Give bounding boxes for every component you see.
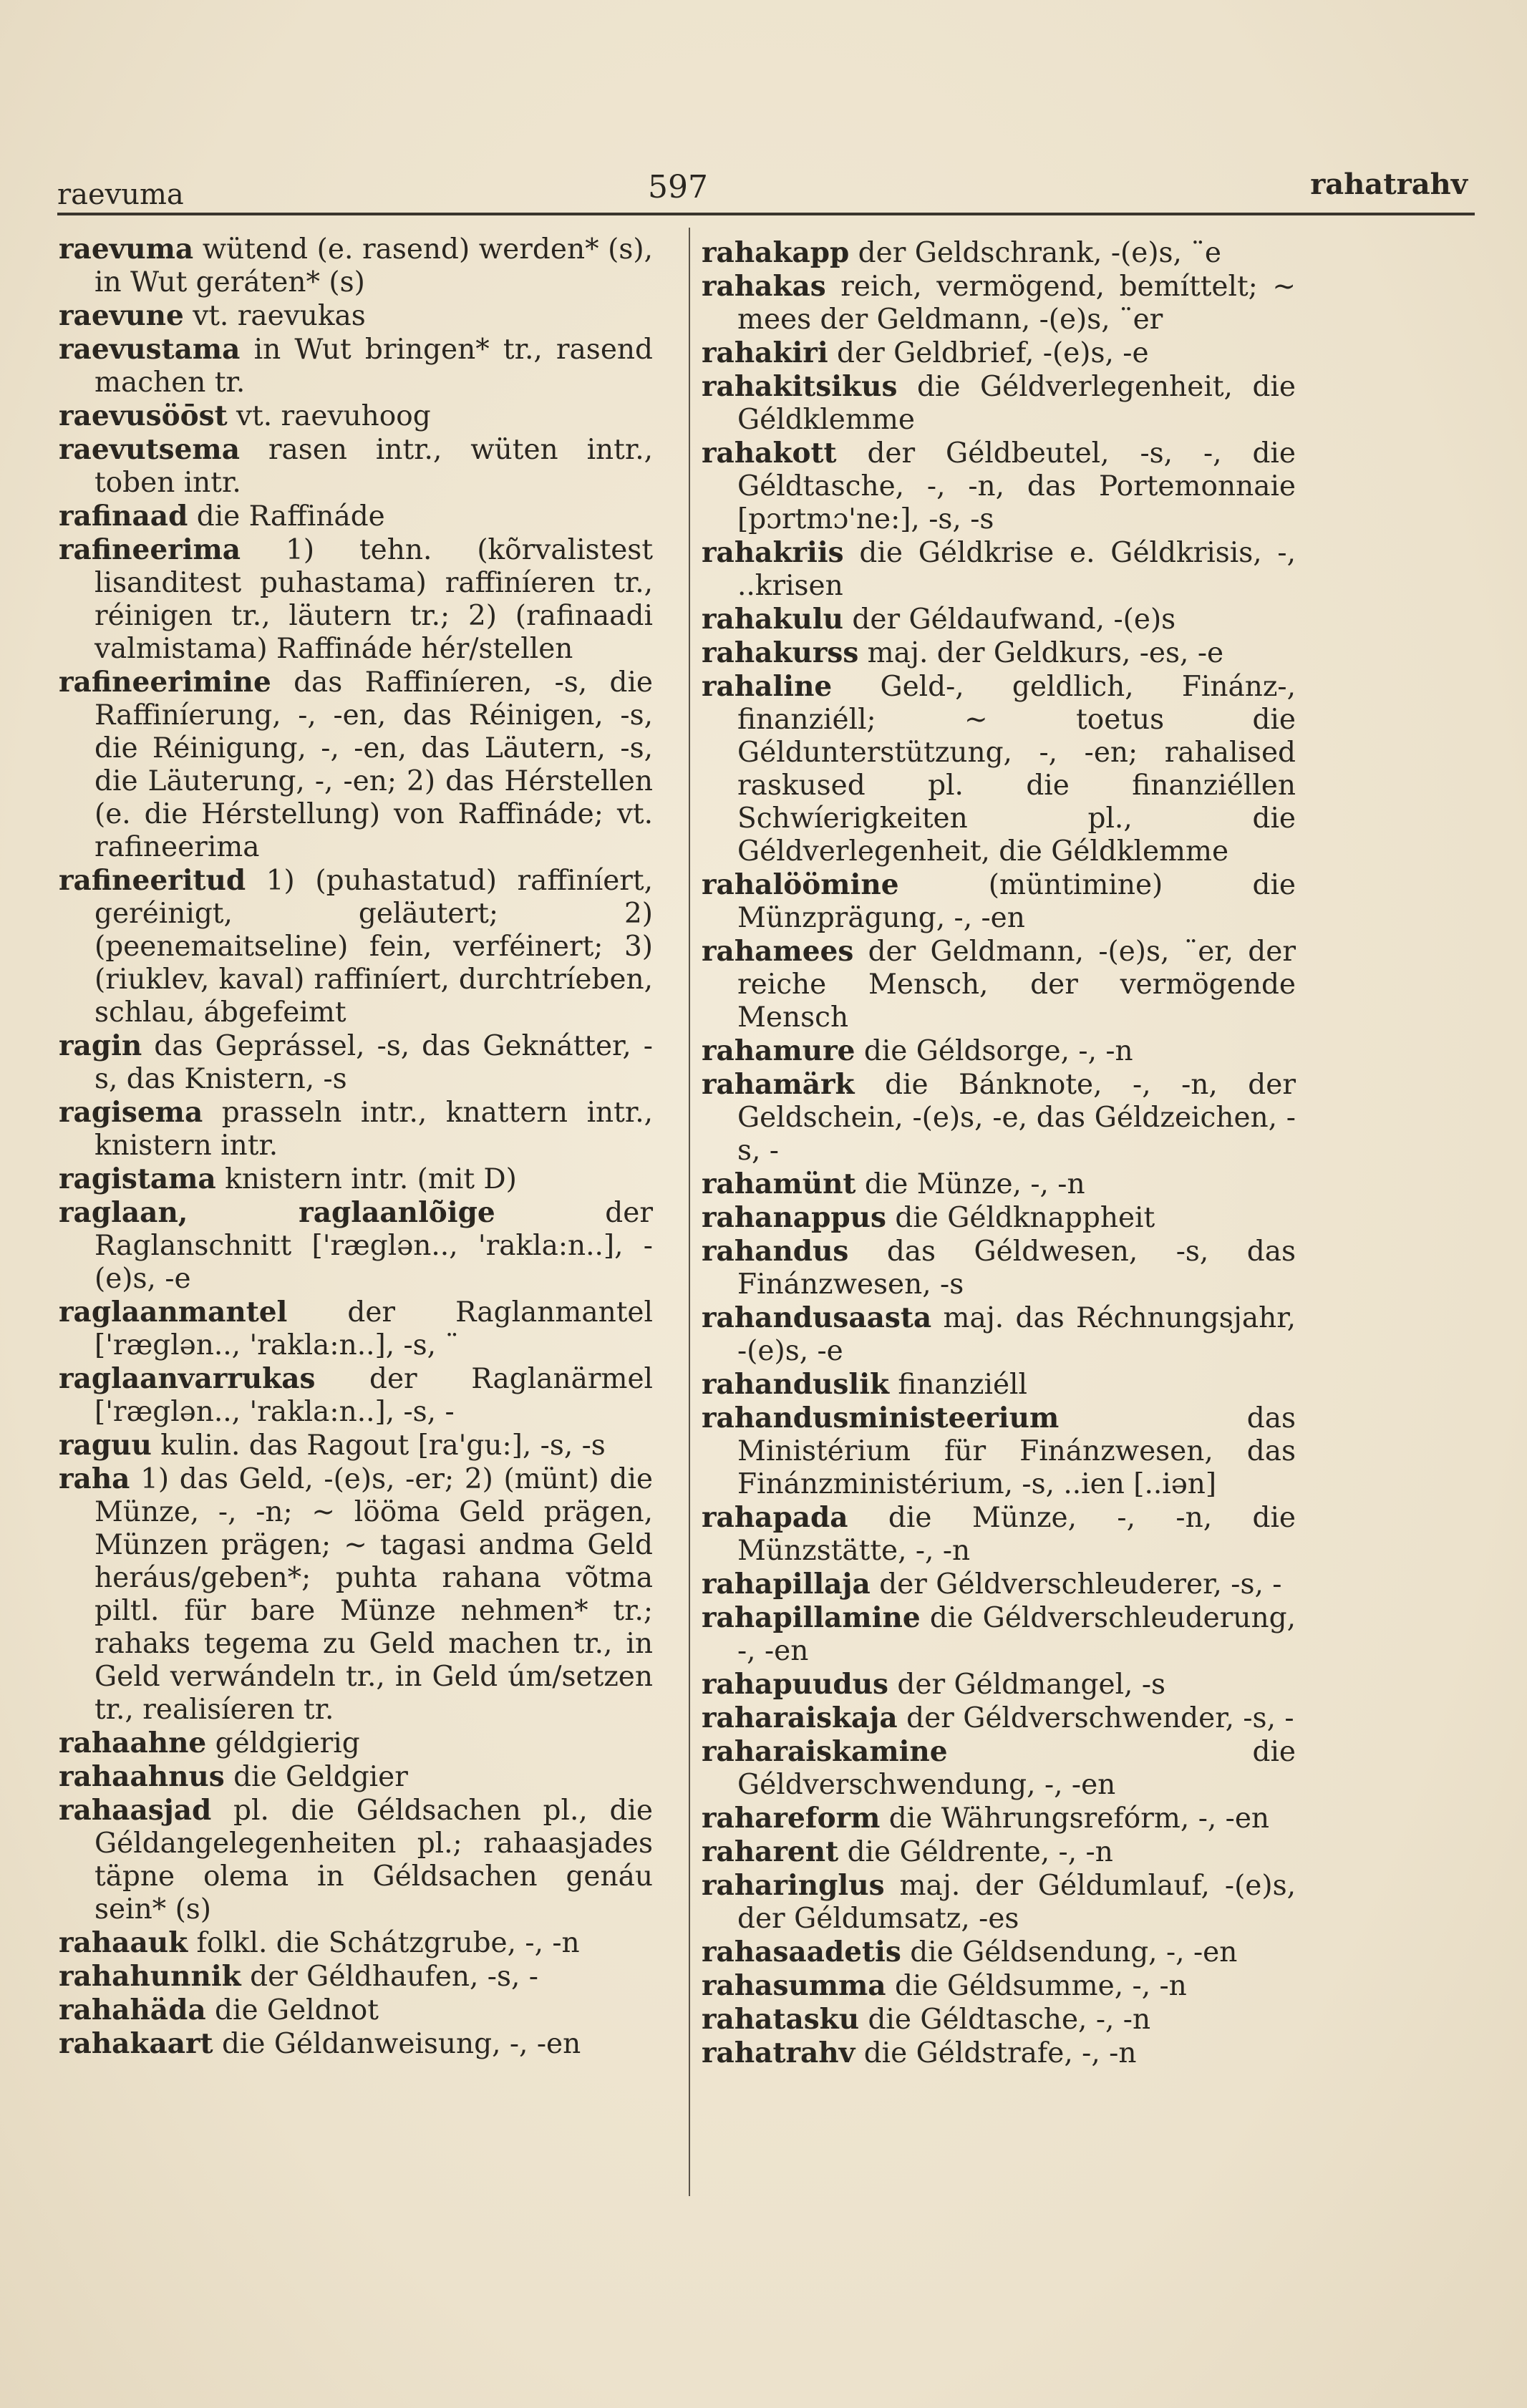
dictionary-entry xyxy=(702,1201,1296,1235)
entry-definition: pl. die Géldsachen pl., die Géldangelegenheiten pl.; rahaasjades täpne olema in Géldsachen genáu sein* (s) xyxy=(94,1795,653,1926)
entry-definition: das Raffiníeren, -s, die Raffiníerung, -, -en, das Réinigen, -s, die Réinigung, -, -en, das Läutern, -s, die Läuterung, -, -en; 2) das Hérstellen (e. die Hérstellung) von Raffináde; vt. rafineerima xyxy=(94,666,653,863)
dictionary-entry xyxy=(702,1668,1296,1701)
entry-headword: raglaanvarrukas xyxy=(59,1362,316,1395)
entry-headword: rahakitsikus xyxy=(702,370,898,403)
dictionary-entry xyxy=(702,1167,1296,1201)
entry-definition: die Geldgier xyxy=(224,1761,408,1793)
entry-definition: die Geldnot xyxy=(205,1994,379,2026)
entry-headword: rahandusaasta xyxy=(702,1301,932,1334)
dictionary-entry xyxy=(59,299,653,333)
entry-headword: rahakapp xyxy=(702,236,850,269)
entry-headword: rahanappus xyxy=(702,1201,886,1234)
dictionary-entry xyxy=(59,2027,653,2061)
entry-headword: rahapuudus xyxy=(702,1668,889,1701)
entry-headword: rahakulu xyxy=(702,603,843,636)
dictionary-entry xyxy=(59,1429,653,1462)
entry-headword: rafineeritud xyxy=(59,864,246,897)
entry-headword: ragistama xyxy=(59,1162,216,1195)
left-column xyxy=(59,233,653,2061)
entry-headword: rahaauk xyxy=(59,1926,188,1959)
entry-definition: prasseln intr., knattern intr., knistern intr. xyxy=(94,1097,653,1162)
entry-headword: raharent xyxy=(702,1835,839,1868)
entry-headword: rahakurss xyxy=(702,636,859,669)
entry-definition: die Bánknote, -, -n, der Geldschein, -(e)s, -e, das Géldzeichen, -s, - xyxy=(737,1069,1296,1167)
entry-definition: die Géldkrise e. Géldkrisis, -, ..krisen xyxy=(737,537,1296,602)
entry-headword: rahandusministeerium xyxy=(702,1402,1060,1434)
entry-definition: wütend (e. rasend) werden* (s), in Wut geráten* (s) xyxy=(94,233,653,298)
entry-definition: die Münze, -, -n xyxy=(855,1168,1085,1200)
entry-definition: reich, vermögend, bemíttelt; ~ mees der Geldmann, -(e)s, ¨er xyxy=(737,271,1296,336)
entry-definition: das Géldwesen, -s, das Finánzwesen, -s xyxy=(737,1235,1296,1301)
entry-headword: raguu xyxy=(59,1429,152,1462)
dictionary-entry xyxy=(702,336,1296,370)
dictionary-entry xyxy=(59,1029,653,1096)
entry-headword: rahakiri xyxy=(702,336,828,369)
entry-definition: maj. der Geldkurs, -es, -e xyxy=(858,637,1224,669)
entry-headword: rahaasjad xyxy=(59,1794,212,1827)
dictionary-entry xyxy=(702,1701,1296,1735)
dictionary-entry xyxy=(702,236,1296,270)
entry-definition: der Géldverschleuderer, -s, - xyxy=(870,1568,1282,1601)
entry-headword: ragin xyxy=(59,1029,142,1062)
entry-definition: die Géldstrafe, -, -n xyxy=(855,2037,1137,2069)
dictionary-entry xyxy=(59,1926,653,1960)
dictionary-entry xyxy=(59,1960,653,1994)
dictionary-entry xyxy=(702,536,1296,603)
entry-definition: der Géldverschwender, -s, - xyxy=(897,1702,1294,1734)
entry-definition: die Géldtasche, -, -n xyxy=(859,2004,1151,2036)
entry-definition: die Währungsrefórm, -, -en xyxy=(880,1802,1270,1835)
entry-headword: rahamünt xyxy=(702,1167,856,1200)
entry-headword: rahalöömine xyxy=(702,868,899,901)
header-last-entry: rahatrahv xyxy=(1310,168,1468,201)
entry-definition: die Münze, -, -n, die Münzstätte, -, -n xyxy=(737,1502,1296,1567)
entry-definition: der Raglanschnitt ['ræglən.., 'rakla:n..], -(e)s, -e xyxy=(94,1197,653,1295)
dictionary-entry xyxy=(59,864,653,1029)
entry-definition: in Wut bringen* tr., rasend machen tr. xyxy=(94,334,653,399)
header-rule xyxy=(57,213,1475,215)
dictionary-entry xyxy=(702,370,1296,437)
dictionary-entry xyxy=(59,1760,653,1794)
entry-headword: raharaiskaja xyxy=(702,1701,898,1734)
entry-definition: die Raffináde xyxy=(188,500,385,533)
dictionary-entry xyxy=(59,1727,653,1760)
dictionary-entry xyxy=(702,1402,1296,1501)
dictionary-entry xyxy=(59,1162,653,1196)
entry-headword: rahanduslik xyxy=(702,1368,890,1401)
dictionary-entry xyxy=(702,1301,1296,1368)
entry-headword: rahareform xyxy=(702,1802,881,1835)
entry-headword: raglaan, raglaanlõige xyxy=(59,1196,495,1229)
entry-definition: (müntimine) die Münzprägung, -, -en xyxy=(737,869,1296,934)
entry-headword: rahapillaja xyxy=(702,1568,871,1601)
column-divider xyxy=(689,228,690,2196)
dictionary-entry xyxy=(702,270,1296,336)
entry-headword: raevusöōst xyxy=(59,399,228,432)
entry-definition: Geld-, geldlich, Finánz-, finanziéll; ~ toetus die Géldunterstützung, -, -en; rahalised raskused pl. die finanziéllen Schwíerigkeiten pl., die Géldverlegenheit, die Géldklemme xyxy=(737,671,1296,868)
entry-definition: 1) tehn. (kõrvalistest lisanditest puhastama) raffiníeren tr., réinigen tr., läutern tr.; 2) (rafinaadi valmistama) Raffináde hér/stellen xyxy=(94,534,653,665)
entry-definition: der Geldmann, -(e)s, ¨er, der reiche Mensch, der vermögende Mensch xyxy=(737,936,1296,1034)
dictionary-entry xyxy=(702,437,1296,536)
entry-headword: raharinglus xyxy=(702,1869,885,1902)
entry-headword: rafineerimine xyxy=(59,666,271,699)
entry-headword: rahahunnik xyxy=(59,1960,241,1993)
entry-definition: 1) (puhastatud) raffiníert, geréinigt, geläutert; 2) (peenemaitseline) fein, verféinert; 3) (riuklev, kaval) raffiníert, durchtríeben, schlau, ábgefeimt xyxy=(94,865,653,1029)
entry-definition: der Raglanmantel ['ræglən.., 'rakla:n..], -s, ¨ xyxy=(94,1296,653,1361)
entry-headword: ragisema xyxy=(59,1096,203,1129)
entry-definition: der Géldmangel, -s xyxy=(888,1669,1166,1701)
entry-definition: knistern intr. (mit D) xyxy=(215,1163,517,1195)
entry-headword: rahapada xyxy=(702,1501,848,1534)
entry-headword: rahatasku xyxy=(702,2003,860,2036)
entry-headword: rafinaad xyxy=(59,500,188,533)
page-number: 597 xyxy=(648,169,708,205)
entry-definition: die Géldverschwendung, -, -en xyxy=(737,1736,1296,1801)
entry-headword: raevuma xyxy=(59,233,194,266)
entry-headword: rahakas xyxy=(702,270,826,303)
entry-definition: 1) das Geld, -(e)s, -er; 2) (münt) die Münze, -, -n; ~ lööma Geld prägen, Münzen prägen; ~ tagasi andma Geld heráus/geben*; puhta rahana võtma piltl. für bare Münze nehmen* tr.; rahaks tegema zu Geld machen tr., in Geld verwándeln tr., in Geld úm/setzen tr., realisíeren tr. xyxy=(94,1463,653,1726)
dictionary-entry xyxy=(702,1869,1296,1936)
entry-definition: die Géldsumme, -, -n xyxy=(886,1970,1187,2002)
dictionary-entry xyxy=(702,670,1296,868)
entry-definition: die Géldanweisung, -, -en xyxy=(213,2028,581,2060)
dictionary-entry xyxy=(59,1196,653,1296)
dictionary-entry xyxy=(59,1096,653,1162)
entry-headword: raevutsema xyxy=(59,433,240,466)
entry-headword: rahasaadetis xyxy=(702,1936,901,1968)
entry-definition: kulin. das Ragout [ra'gu:], -s, -s xyxy=(151,1429,606,1462)
entry-headword: rahaahnus xyxy=(59,1760,225,1793)
dictionary-entry xyxy=(702,1969,1296,2003)
entry-headword: rahaahne xyxy=(59,1727,207,1759)
entry-definition: die Géldverschleuderung, -, -en xyxy=(737,1602,1296,1667)
page-header xyxy=(57,161,1475,211)
entry-definition: vt. raevuhoog xyxy=(227,400,431,432)
entry-headword: rahatrahv xyxy=(702,2036,855,2069)
entry-definition: die Géldknappheit xyxy=(886,1202,1155,1234)
entry-definition: maj. der Géldumlauf, -(e)s, der Géldumsatz, -es xyxy=(737,1870,1296,1935)
dictionary-entry xyxy=(59,533,653,666)
entry-headword: rahakaart xyxy=(59,2027,213,2060)
entry-headword: raevune xyxy=(59,299,184,332)
entry-definition: vt. raevukas xyxy=(183,300,366,332)
dictionary-entry xyxy=(702,1601,1296,1668)
entry-headword: raglaanmantel xyxy=(59,1296,288,1329)
dictionary-entry xyxy=(59,1462,653,1727)
entry-definition: der Geldschrank, -(e)s, ¨e xyxy=(849,237,1221,269)
entry-definition: géldgierig xyxy=(206,1727,360,1759)
dictionary-entry xyxy=(702,1568,1296,1601)
dictionary-entry xyxy=(702,1835,1296,1869)
entry-definition: folkl. die Schátzgrube, -, -n xyxy=(188,1927,580,1959)
entry-headword: rahahäda xyxy=(59,1994,206,2026)
dictionary-entry xyxy=(702,2003,1296,2036)
dictionary-entry xyxy=(702,868,1296,935)
dictionary-entry xyxy=(59,1794,653,1926)
entry-headword: rafineerima xyxy=(59,533,241,566)
entry-headword: rahakott xyxy=(702,437,837,470)
right-column xyxy=(702,236,1296,2070)
entry-definition: das Ministérium für Finánzwesen, das Finánzministérium, -s, ..ien [..iən] xyxy=(737,1402,1296,1500)
dictionary-entry xyxy=(59,399,653,433)
dictionary-entry xyxy=(59,1296,653,1362)
dictionary-entry xyxy=(59,433,653,500)
dictionary-entry xyxy=(702,1368,1296,1402)
entry-headword: rahamure xyxy=(702,1034,855,1067)
dictionary-entry xyxy=(702,1068,1296,1167)
entry-definition: die Géldsorge, -, -n xyxy=(855,1035,1133,1067)
entry-definition: die Géldverlegenheit, die Géldklemme xyxy=(737,371,1296,436)
entry-headword: raha xyxy=(59,1462,130,1495)
entry-headword: rahamärk xyxy=(702,1068,855,1101)
entry-definition: der Geldbrief, -(e)s, -e xyxy=(828,337,1149,369)
dictionary-entry xyxy=(702,1034,1296,1068)
dictionary-entry xyxy=(702,1735,1296,1802)
dictionary-entry xyxy=(702,1501,1296,1568)
entry-definition: finanziéll xyxy=(889,1369,1027,1401)
dictionary-entry xyxy=(702,636,1296,670)
dictionary-entry xyxy=(702,2036,1296,2070)
entry-definition: der Géldbeutel, -s, -, die Géldtasche, -, -n, das Portemonnaie [pɔrtmɔ'ne:], -s, -s xyxy=(737,437,1296,535)
dictionary-entry xyxy=(702,603,1296,636)
entry-definition: das Geprássel, -s, das Geknátter, -s, das Knistern, -s xyxy=(94,1030,653,1095)
dictionary-entry xyxy=(702,1936,1296,1969)
entry-definition: der Géldaufwand, -(e)s xyxy=(843,603,1176,636)
entry-headword: rahasumma xyxy=(702,1969,886,2002)
dictionary-entry xyxy=(702,1802,1296,1835)
entry-headword: rahakriis xyxy=(702,536,844,569)
entry-headword: rahandus xyxy=(702,1235,849,1268)
entry-headword: raevustama xyxy=(59,333,241,366)
dictionary-entry xyxy=(59,1362,653,1429)
entry-definition: rasen intr., wüten intr., toben intr. xyxy=(94,434,653,499)
dictionary-entry xyxy=(702,1235,1296,1301)
dictionary-entry xyxy=(59,333,653,399)
entry-headword: raharaiskamine xyxy=(702,1735,948,1768)
entry-definition: der Géldhaufen, -s, - xyxy=(241,1961,538,1993)
dictionary-entry xyxy=(59,233,653,299)
entry-definition: maj. das Réchnungsjahr, -(e)s, -e xyxy=(737,1302,1296,1367)
entry-definition: der Raglanärmel ['ræglən.., 'rakla:n..], -s, - xyxy=(94,1363,653,1428)
entry-definition: die Géldrente, -, -n xyxy=(838,1836,1113,1868)
dictionary-entry xyxy=(59,500,653,533)
entry-headword: rahapillamine xyxy=(702,1601,921,1634)
entry-headword: rahaline xyxy=(702,670,833,703)
dictionary-entry xyxy=(59,666,653,864)
header-first-entry: raevuma xyxy=(57,178,184,211)
dictionary-entry xyxy=(59,1994,653,2027)
entry-definition: die Géldsendung, -, -en xyxy=(901,1936,1238,1968)
dictionary-entry xyxy=(702,935,1296,1034)
entry-headword: rahamees xyxy=(702,935,854,968)
